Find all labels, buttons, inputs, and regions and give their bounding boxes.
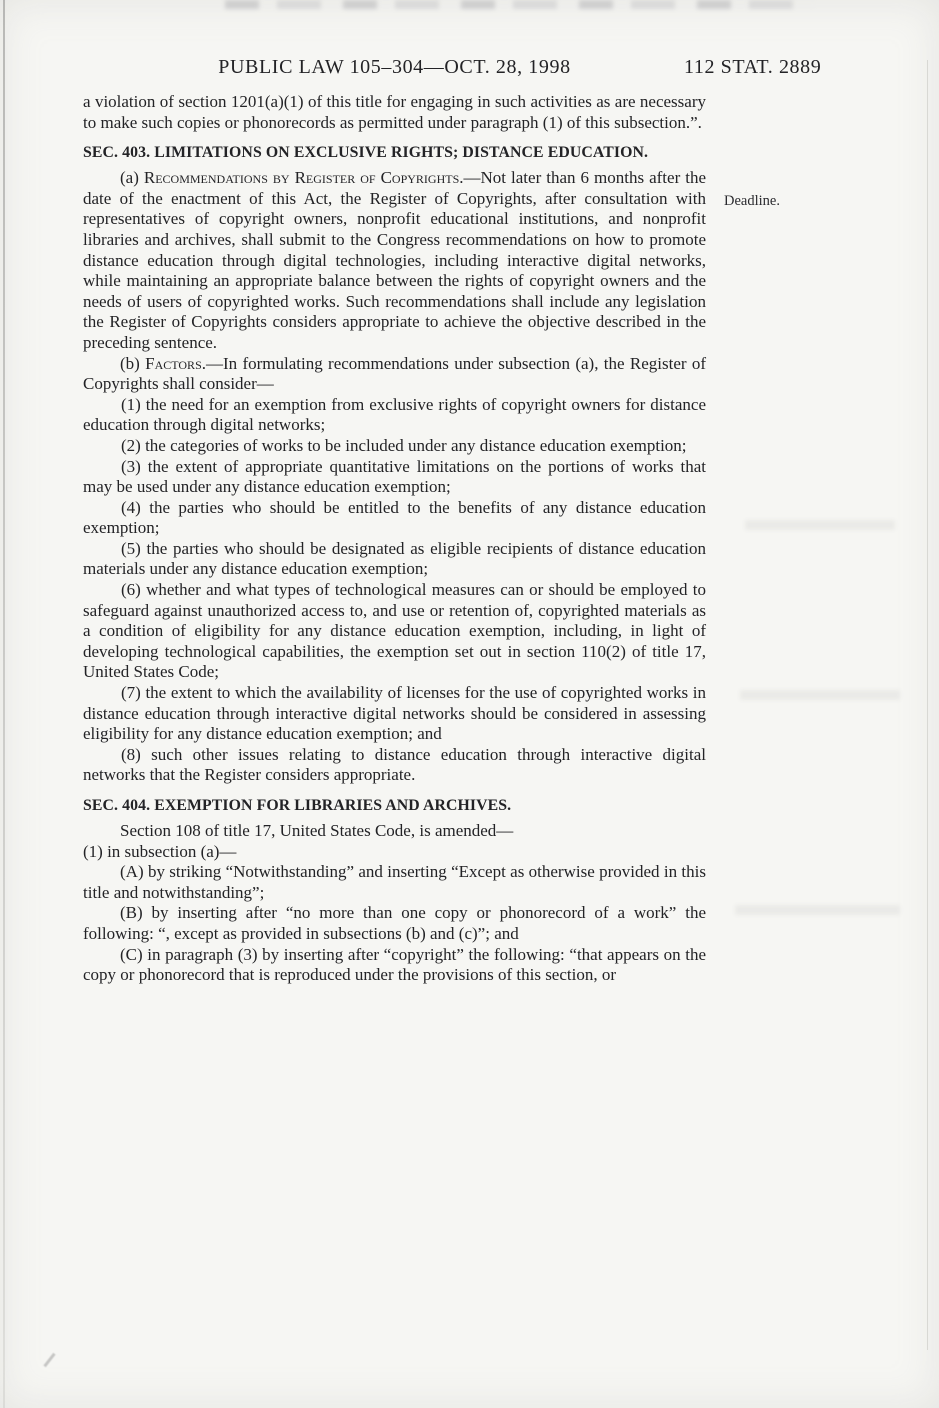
subsection-b-label: (b) bbox=[120, 353, 146, 373]
factor-item-5: (5) the parties who should be designated as eligible recipients of distance education materials under any distance education exemption; bbox=[83, 538, 706, 579]
amendment-subclause-a: (A) by striking “Notwithstanding” and inserting “Except as otherwise provided in this title and notwithstanding”; bbox=[83, 862, 706, 902]
subsection-a-title: Recommendations by Register of Copyrights bbox=[143, 168, 460, 188]
sec-404-intro: Section 108 of title 17, United States Code, is amended— bbox=[120, 821, 514, 840]
scan-artifact-speck bbox=[43, 1353, 55, 1367]
factor-item-8: (8) such other issues relating to distance education through interactive digital networks that the Register considers appropriate. bbox=[83, 744, 706, 785]
scan-artifact-left-edge bbox=[3, 0, 5, 1408]
margin-note-deadline: Deadline. bbox=[724, 193, 780, 209]
scan-artifact-top-bleed bbox=[225, 0, 815, 9]
subsection-a-text: .—Not later than 6 months after the date of the enactment of this Act, the Register of Copyrights, after consultation with representatives of copyright owners, nonprofit educational institutions, and nonprofit libraries and archives, shall submit to the Congress recommendations on how to promote distance education through digital technologies, including interactive digital networks, while maintaining an appropriate balance between the rights of copyright owners and the needs of users of copyrighted works. Such recommendations shall include any legislation the Register of Copyrights considers appropriate to achieve the objective described in the preceding sentence. bbox=[83, 168, 706, 352]
continuation-paragraph: a violation of section 1201(a)(1) of this title for engaging in such activities as are necessary to make such copies or phonorecords as permitted under paragraph (1) of this subsection.”. bbox=[83, 92, 706, 132]
scan-artifact-ghost-text bbox=[735, 905, 900, 915]
sec-404-heading: SEC. 404. EXEMPTION FOR LIBRARIES AND ARCHIVES. bbox=[83, 797, 512, 814]
scan-artifact-right-edge bbox=[927, 60, 928, 1350]
factor-item-2: (2) the categories of works to be included under any distance education exemption; bbox=[121, 435, 687, 455]
subsection-b-paragraph bbox=[83, 354, 706, 395]
sec-403-heading: SEC. 403. LIMITATIONS ON EXCLUSIVE RIGHTS; DISTANCE EDUCATION. bbox=[83, 144, 649, 162]
scan-artifact-ghost-text bbox=[740, 690, 900, 700]
running-header-stat: 112 STAT. 2889 bbox=[684, 56, 822, 78]
scan-artifact-ghost-text bbox=[745, 520, 895, 530]
amendment-subclause-c: (C) in paragraph (3) by inserting after “copyright” the following: “that appears on the copy or phonorecord that is reproduced under the provisions of this section, or bbox=[83, 944, 706, 985]
statute-text-column bbox=[83, 92, 706, 986]
subsection-b-text: .—In formulating recommendations under subsection (a), the Register of Copyrights shall consider— bbox=[83, 353, 707, 394]
factor-item-3: (3) the extent of appropriate quantitative limitations on the portions of works that may be used under any distance education exemption; bbox=[83, 456, 706, 497]
amendment-subclause-b: (B) by inserting after “no more than one copy or phonorecord of a work” the following: “, except as provided in subsections (b) and (c)”; and bbox=[83, 903, 706, 943]
factor-item-1: (1) the need for an exemption from exclusive rights of copyright owners for distance education through digital networks; bbox=[83, 394, 706, 435]
factor-item-6: (6) whether and what types of technological measures can or should be employed to safeguard against unauthorized access to, and use or retention of, copyrighted materials as a condition of eligibility for any distance education exemption, including, in light of developing technological capabilities, the exemption set out in section 110(2) of title 17, United States Code; bbox=[83, 580, 706, 682]
subsection-a-paragraph bbox=[83, 168, 706, 353]
running-header-law: PUBLIC LAW 105–304—OCT. 28, 1998 bbox=[218, 56, 571, 78]
amendment-clause-1: (1) in subsection (a)— bbox=[83, 841, 237, 861]
subsection-a-label: (a) bbox=[120, 168, 144, 188]
subsection-b-title: Factors bbox=[145, 353, 202, 373]
factor-item-4: (4) the parties who should be entitled to the benefits of any distance education exemption; bbox=[83, 497, 706, 538]
factor-item-7: (7) the extent to which the availability of licenses for the use of copyrighted works in distance education through interactive digital networks should be considered in assessing eligibility for any distance education exemption; and bbox=[83, 683, 706, 744]
